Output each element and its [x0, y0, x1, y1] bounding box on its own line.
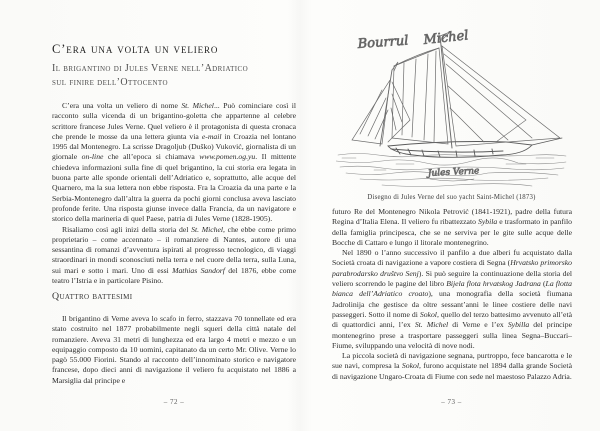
handwritten-label-left: Bourrul: [356, 33, 409, 52]
chapter-title: C’era una volta un veliero: [52, 42, 219, 56]
sketch-caption: Disegno di Jules Verne del suo yacht Saint-Michel (1873): [367, 194, 536, 201]
jib-sails: [442, 46, 560, 146]
section-heading: Quattro battesimi: [52, 291, 133, 302]
page-right: [330, 0, 573, 431]
paragraph: Risaliamo così agli inizi della storia del St. Michel, che ebbe come primo proprietario – come accennato – il romanziere di Nantes, autore di una sessantina di romanzi d’avventura ispirati al progresso tecnologico, di viaggi straordinari in mondi sconosciuti nella terra e nel cuore della terra, sulla Luna, sui mari e sotto i mari. Uno di essi Mathias Sandorf del 1876, ebbe come teatro l’Istria e in particolare Pisino.: [52, 224, 296, 286]
right-body-text: [332, 207, 572, 382]
chapter-subtitle-line2: sul finire dell’Ottocento: [52, 76, 168, 88]
hull: [388, 138, 562, 157]
left-body-text: [52, 101, 296, 286]
sailboat-sketch-figure: [330, 24, 573, 201]
page-number-right: – 73 –: [441, 398, 462, 406]
paragraph: futuro Re del Montenegro Nikola Petrović (1841-1921), padre della futura Regina d’Italia Elena. Il veliero fu ribattezzato Sybila e trasformato in panfilo della famiglia principesca, che se ne serviva per le gite sulle acque delle Bocche di Cattaro e lungo il litorale montenegrino.: [332, 207, 572, 247]
page-left: [52, 0, 296, 431]
handwritten-label-mast: Michel: [422, 28, 469, 48]
paragraph: C’era una volta un veliero di nome St. Michel... Può cominciare così il racconto sulla vicenda di un brigantino-goletta che appartenne al celebre scrittore francese Jules Verne. Quel veliero è il protagonista di questa cronaca che prende le mosse da una lettera giunta via e-mail in Croazia nel lontano 1995 dal Montenegro. La scrisse Dragoljub (Duško) Vuković, giornalista di un giornale on-line che all’epoca si chiamava www.pomen.og.yu. Il mittente chiedeva informazioni sulla fine di quel brigantino, la cui storia era legata in buona parte alle sponde orientali dell’Adriatico e, soprattutto, alle acque del Quarnero, ma la sua lettera non ebbe risposta. Fra la Croazia da una parte e la Serbia-Montenegro dall’altra la guerra da pochi giorni conclusa aveva lasciato profonde ferite. Una risposta giunse invece dalla Francia, da un navigatore e storico della marineria di quel Paese, patria di Jules Verne (1828-1905).: [52, 101, 297, 224]
left-section-body-text: [52, 314, 296, 386]
main-mast-and-mainsail: [392, 32, 452, 148]
chapter-subtitle-line1: Il brigantino di Jules Verne nell’Adriatico: [52, 63, 249, 74]
sailboat-sketch: [336, 24, 568, 192]
chapter-subtitle: [52, 62, 248, 89]
paragraph: Nel 1890 o l’anno successivo il panfilo a due alberi fu acquistato dalla Società croata di navigazione a vapore costiera di Segna (Hrvatsko primorsko parabrodarsko društvo Senj). Si può seguire la continuazione della storia del veliero scorrendo le pagine del libro Bijela flota hrvatskog Jadrana (La flotta bianca dell’Adriatico croato), una monografia della società fiumana Jadrolinija che gestisce da oltre sessant’anni le linee costiere delle navi passeggeri. Sotto il nome di Sokol, quello del terzo battesimo avvenuto all’età di quattordici anni, l’ex St. Michel di Verne e l’ex Sybilla del principe montenegrino prese a trasportare passeggeri sulla linea Segna–Buccari–Fiume, sviluppando una velocità di nove nodi.: [332, 248, 572, 350]
page-number-left: – 72 –: [163, 398, 185, 406]
mizzen-mast-and-sails: [352, 62, 410, 146]
paragraph: La piccola società di navigazione segnana, purtroppo, fece bancarotta e le sue navi, compresa la Sokol, furono acquistate nel 1894 dalla grande Società di navigazione Ungaro-Croata di Fiume con sede nel maestoso Palazzo Adria.: [332, 351, 572, 381]
paragraph: Il brigantino di Verne aveva lo scafo in ferro, stazzava 70 tonnellate ed era stato costruito nel 1877 probabilmente negli squeri della città natale del romanziere. Aveva 31 metri di lunghezza ed era largo 4 metri e mezzo e un equipaggio composto da 10 uomini, capitanato da un certo Mr. Olive. Verne lo pagò 55.000 Fiorini. Stando al racconto dell’innominato storico e navigatore francese, dopo dieci anni di navigazione il veliero fu acquistato nel 1886 a Marsiglia dal principe e: [52, 314, 296, 385]
jules-verne-signature: Jules Verne: [427, 166, 480, 179]
